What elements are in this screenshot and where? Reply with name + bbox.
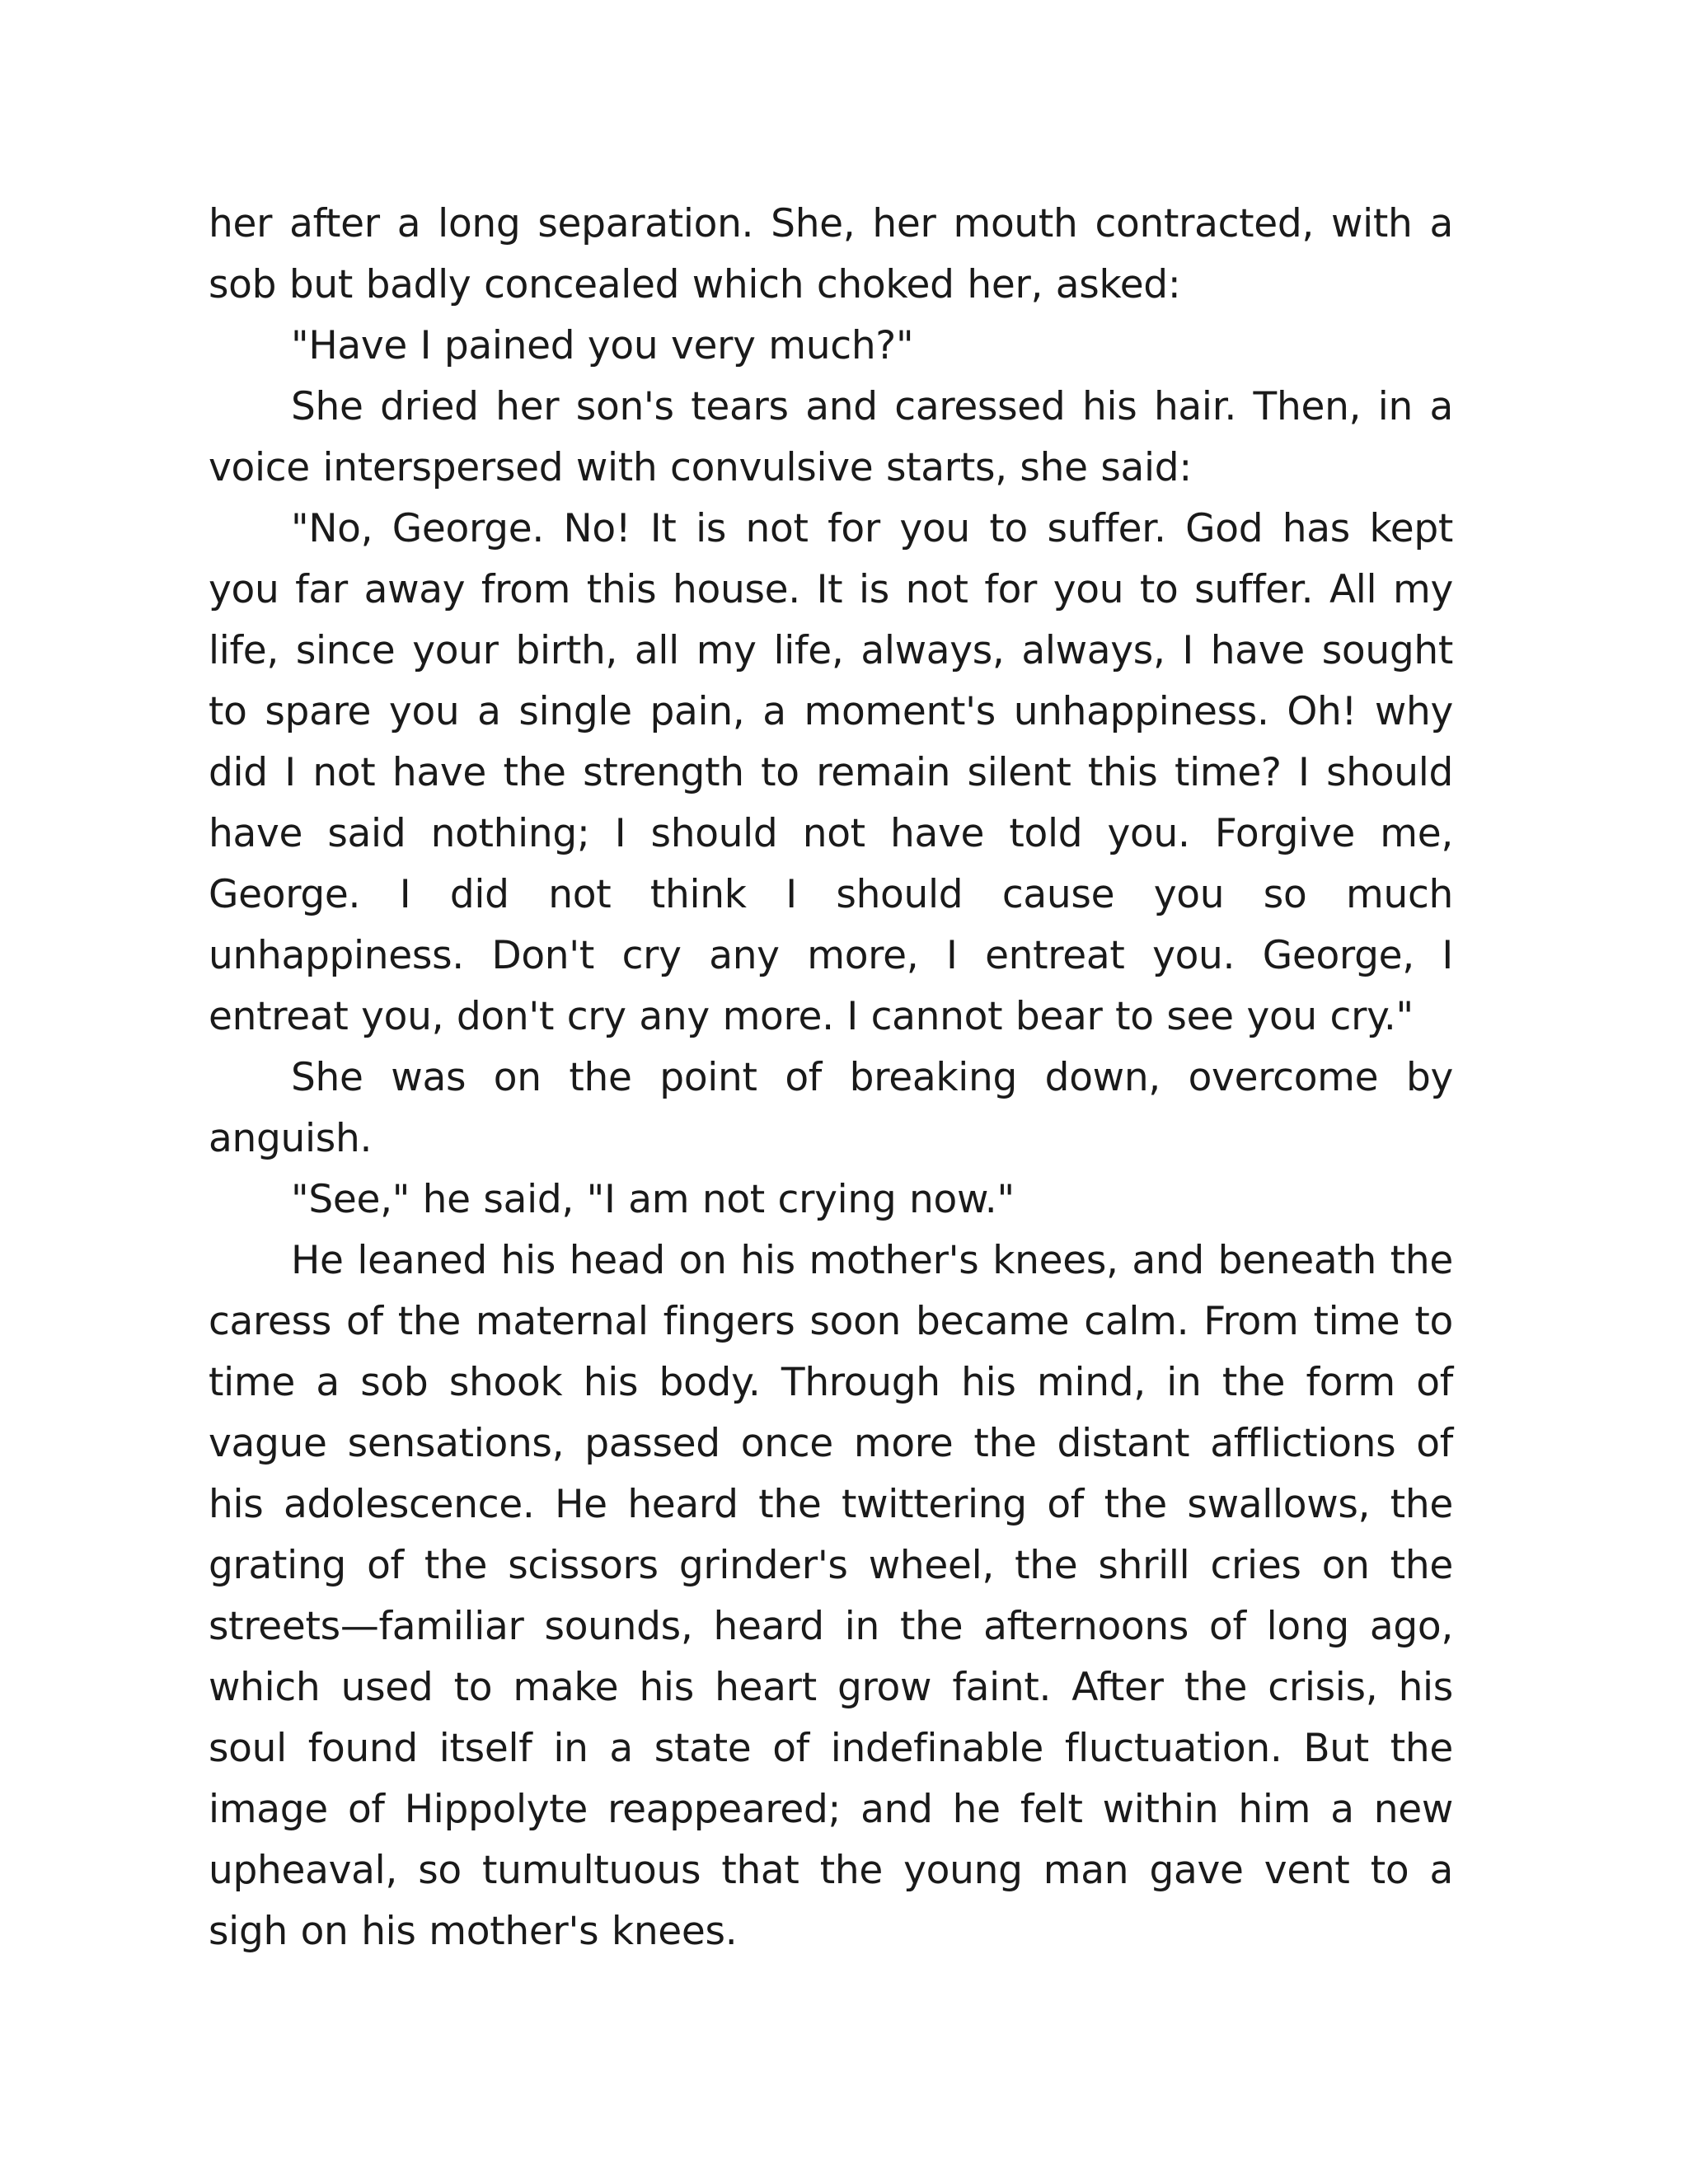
- paragraph-narration: She dried her son's tears and caressed his hair. Then, in a voice interspersed with convulsive starts, she said:: [209, 384, 1453, 490]
- paragraph-mother-speech: "No, George. No! It is not for you to suffer. God has kept you far away from this house. It is not for you to suffer. All my life, since your birth, all my life, always, always, I have sought to spare you a single pain, a moment's unhappiness. Oh! why did I not have the strength to remain silent this time? I should have said nothing; I should not have told you. Forgive me, George. I did not think I should cause you so much unhappiness. Don't cry any more, I entreat you. George, I entreat you, don't cry any more. I cannot bear to see you cry.": [209, 506, 1453, 1039]
- paragraph-breaking-down: She was on the point of breaking down, overcome by anguish.: [209, 1055, 1453, 1161]
- paragraph-not-crying: "See," he said, "I am not crying now.": [291, 1177, 1015, 1222]
- paragraph-reflection: He leaned his head on his mother's knees, and beneath the caress of the maternal fingers soon became calm. From time to time a sob shook his body. Through his mind, in the form of vague sensations, passed once more the distant afflictions of his adolescence. He heard the twittering of the swallows, the grating of the scissors grinder's wheel, the shrill cries on the streets—familiar sounds, heard in the afternoons of long ago, which used to make his heart grow faint. After the crisis, his soul found itself in a state of indefinable fluctuation. But the image of Hippolyte reappeared; and he felt within him a new upheaval, so tumultuous that the young man gave vent to a sigh on his mother's knees.: [209, 1238, 1453, 1954]
- body-text: [209, 194, 1453, 1962]
- paragraph-dialogue-question: "Have I pained you very much?": [291, 323, 914, 368]
- paragraph-continued: her after a long separation. She, her mouth contracted, with a sob but badly concealed which choked her, asked:: [209, 201, 1453, 307]
